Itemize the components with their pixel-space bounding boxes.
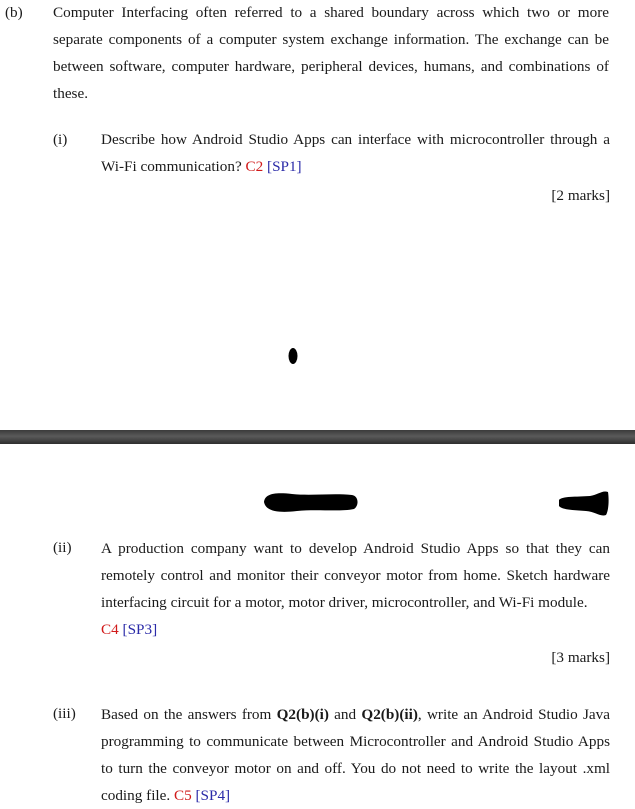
q2-code: C4 bbox=[101, 621, 119, 638]
part-b-label: (b) bbox=[5, 4, 23, 21]
q3-sp: [SP4] bbox=[195, 787, 231, 804]
q1-text bbox=[101, 126, 610, 180]
q1-sp: [SP1] bbox=[267, 158, 302, 175]
ink-mark bbox=[286, 346, 300, 366]
q2-text bbox=[101, 535, 610, 643]
q3-code: C5 bbox=[173, 787, 192, 804]
q2-marks: [3 marks] bbox=[551, 649, 610, 666]
q1-marks: [2 marks] bbox=[551, 187, 610, 204]
q3-text-a: Based on the answers from bbox=[101, 706, 277, 723]
q2-body: A production company want to develop Android Studio Apps so that they can remotely control and monitor their conveyor motor from home. Sketch hardware interfacing circuit for a motor, motor driver, microcontroller, and Wi-Fi module. bbox=[101, 540, 610, 611]
q1-body: Describe how Android Studio Apps can interface with microcontroller through a Wi-Fi communication? bbox=[101, 131, 610, 175]
q2-label: (ii) bbox=[53, 539, 72, 556]
q3-ref2: Q2(b)(ii) bbox=[361, 706, 418, 723]
page-divider bbox=[0, 430, 635, 444]
redaction-left bbox=[262, 488, 360, 516]
q1-code: C2 bbox=[245, 158, 264, 175]
q2-sp: [SP3] bbox=[122, 621, 158, 638]
part-b-intro: Computer Interfacing often referred to a shared boundary across which two or more separate components of a computer system exchange information. The exchange can be between software, computer hardware, peripheral devices, humans, and combinations of these. bbox=[53, 4, 609, 102]
redaction-right bbox=[556, 488, 610, 518]
q3-ref1: Q2(b)(i) bbox=[276, 706, 329, 723]
q3-text-c: , write an Android Studio Java programming to communicate between Microcontroller and Android Studio Apps to turn the conveyor motor on and off. You do not need to write the layout .xml coding file. bbox=[101, 706, 610, 804]
q3-text-b: and bbox=[328, 706, 362, 723]
q3-text bbox=[101, 701, 610, 809]
q1-label: (i) bbox=[53, 131, 68, 148]
q3-label: (iii) bbox=[53, 705, 76, 722]
